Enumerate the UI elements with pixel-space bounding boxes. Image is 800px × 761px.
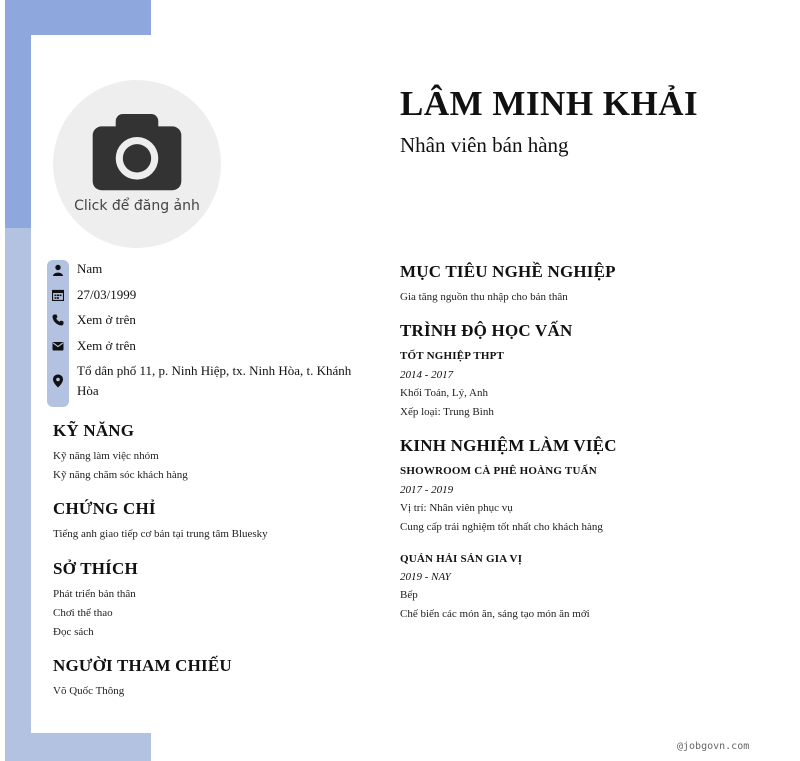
job-detail: Cung cấp trải nghiệm tốt nhất cho khách hàng — [400, 521, 603, 533]
address-value: Tổ dân phố 11, p. Ninh Hiệp, tx. Ninh Hòa, t. Khánh Hòa — [77, 363, 352, 398]
info-icon-bar — [47, 260, 69, 407]
photo-upload-label: Click để đăng ảnh — [74, 198, 200, 214]
education-detail: Xếp loại: Trung Bình — [400, 406, 494, 418]
certificate-item: Tiếng anh giao tiếp cơ bản tại trung tâm Bluesky — [53, 528, 268, 540]
hobby-item: Phát triển bản thân — [53, 588, 136, 600]
watermark: @jobgovn.com — [677, 741, 750, 752]
photo-upload[interactable] — [53, 80, 221, 248]
education-title: TRÌNH ĐỘ HỌC VẤN — [400, 321, 573, 340]
job-detail: Vị trí: Nhân viên phục vụ — [400, 502, 513, 514]
job-period: 2019 - NAY — [400, 571, 451, 583]
location-pin-icon — [52, 374, 64, 388]
certificates-title: CHỨNG CHỈ — [53, 499, 156, 518]
education-period: 2014 - 2017 — [400, 369, 454, 381]
objective-title: MỤC TIÊU NGHỀ NGHIỆP — [400, 262, 616, 281]
candidate-name: LÂM MINH KHẢI — [400, 84, 699, 123]
experience-title: KINH NGHIỆM LÀM VIỆC — [400, 436, 617, 455]
person-icon — [52, 264, 64, 276]
objective-text: Gia tăng nguồn thu nhập cho bản thân — [400, 291, 568, 303]
email-value: Xem ở trên — [77, 338, 136, 353]
skill-item: Kỹ năng làm việc nhóm — [53, 450, 159, 462]
references-title: NGƯỜI THAM CHIẾU — [53, 656, 232, 675]
job-company: QUÁN HẢI SẢN GIA VỊ — [400, 553, 523, 565]
phone-value: Xem ở trên — [77, 312, 136, 327]
education-school: TỐT NGHIỆP THPT — [400, 350, 505, 362]
hobby-item: Đọc sách — [53, 626, 94, 638]
education-detail: Khối Toán, Lý, Anh — [400, 387, 488, 399]
dob-value: 27/03/1999 — [77, 287, 137, 302]
reference-item: Võ Quốc Thông — [53, 685, 125, 697]
job-company: SHOWROOM CÀ PHÊ HOÀNG TUẤN — [400, 465, 597, 477]
job-period: 2017 - 2019 — [400, 484, 454, 496]
camera-icon — [87, 114, 187, 192]
calendar-icon — [52, 289, 64, 301]
hobby-item: Chơi thể thao — [53, 607, 113, 619]
job-title: Nhân viên bán hàng — [400, 133, 569, 157]
job-detail: Chế biến các món ăn, sáng tạo món ăn mới — [400, 608, 590, 620]
phone-icon — [52, 314, 64, 326]
gender-value: Nam — [77, 261, 103, 276]
skills-title: KỸ NĂNG — [53, 421, 135, 440]
hobbies-title: SỞ THÍCH — [53, 559, 138, 578]
job-detail: Bếp — [400, 589, 418, 601]
skill-item: Kỹ năng chăm sóc khách hàng — [53, 469, 188, 481]
email-icon — [52, 340, 64, 352]
